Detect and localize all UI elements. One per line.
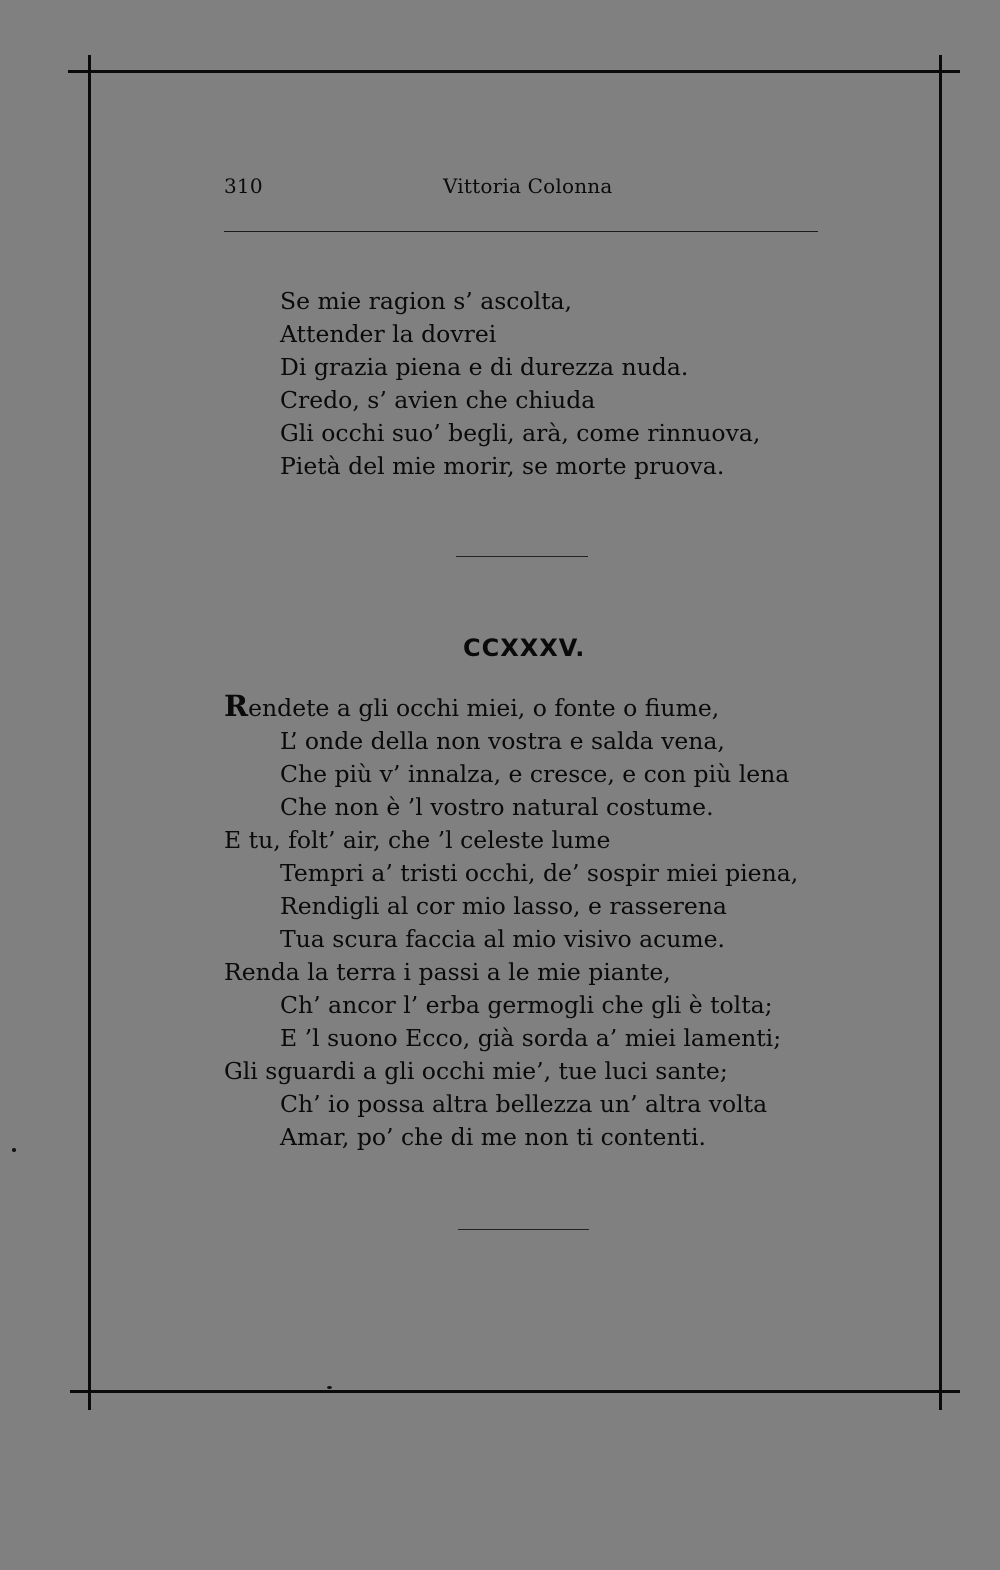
verse-line: Credo, s’ avien che chiuda — [280, 386, 596, 414]
verse-line: Ch’ io possa altra bellezza un’ altra volta — [280, 1090, 768, 1118]
page-frame-top-rule — [68, 70, 960, 73]
verse-line: Tempri a’ tristi occhi, de’ sospir miei piena, — [280, 859, 799, 887]
verse-line: Renda la terra i passi a le mie piante, — [224, 958, 671, 986]
verse-line: Ch’ ancor l’ erba germogli che gli è tolta; — [280, 991, 773, 1019]
previous-poem-ending — [280, 285, 760, 483]
verse-line: L’ onde della non vostra e salda vena, — [280, 727, 725, 755]
verse-line: Se mie ragion s’ ascolta, — [280, 287, 573, 315]
verse-line-first — [224, 689, 798, 725]
verse-line: Gli sguardi a gli occhi mie’, tue luci sante; — [224, 1057, 728, 1085]
page-frame-bottom-rule — [70, 1390, 960, 1393]
running-title: Vittoria Colonna — [443, 174, 613, 198]
verse-line: Pietà del mie morir, se morte pruova. — [280, 452, 725, 480]
verse-line: Gli occhi suo’ begli, arà, come rinnuova, — [280, 419, 761, 447]
verse-line: Di grazia piena e di durezza nuda. — [280, 353, 689, 381]
verse-line: E ’l suono Ecco, già sorda a’ miei lamenti; — [280, 1024, 782, 1052]
page-frame-left-rule — [88, 55, 91, 1410]
scan-speck — [327, 1386, 332, 1389]
header-rule — [224, 231, 818, 232]
page-frame-right-rule — [939, 55, 942, 1410]
verse-line: Tua scura faccia al mio visivo acume. — [280, 925, 726, 953]
page-number: 310 — [224, 174, 263, 198]
poem-end-separator — [458, 1229, 589, 1230]
scan-speck — [12, 1148, 16, 1152]
poem-number-heading: CCXXXV. — [463, 634, 586, 662]
running-header — [224, 174, 818, 202]
first-line-text: endete a gli occhi miei, o fonte o fiume, — [248, 694, 720, 722]
poem-body — [224, 689, 799, 1154]
verse-line: Attender la dovrei — [280, 320, 497, 348]
verse-line: E tu, folt’ air, che ’l celeste lume — [224, 826, 611, 854]
drop-capital: R — [224, 689, 249, 723]
verse-line: Amar, po’ che di me non ti contenti. — [280, 1123, 707, 1151]
verse-line: Rendigli al cor mio lasso, e rasserena — [280, 892, 727, 920]
poem-separator — [456, 556, 588, 557]
verse-line: Che non è ’l vostro natural costume. — [280, 793, 714, 821]
verse-line: Che più v’ innalza, e cresce, e con più lena — [280, 760, 790, 788]
